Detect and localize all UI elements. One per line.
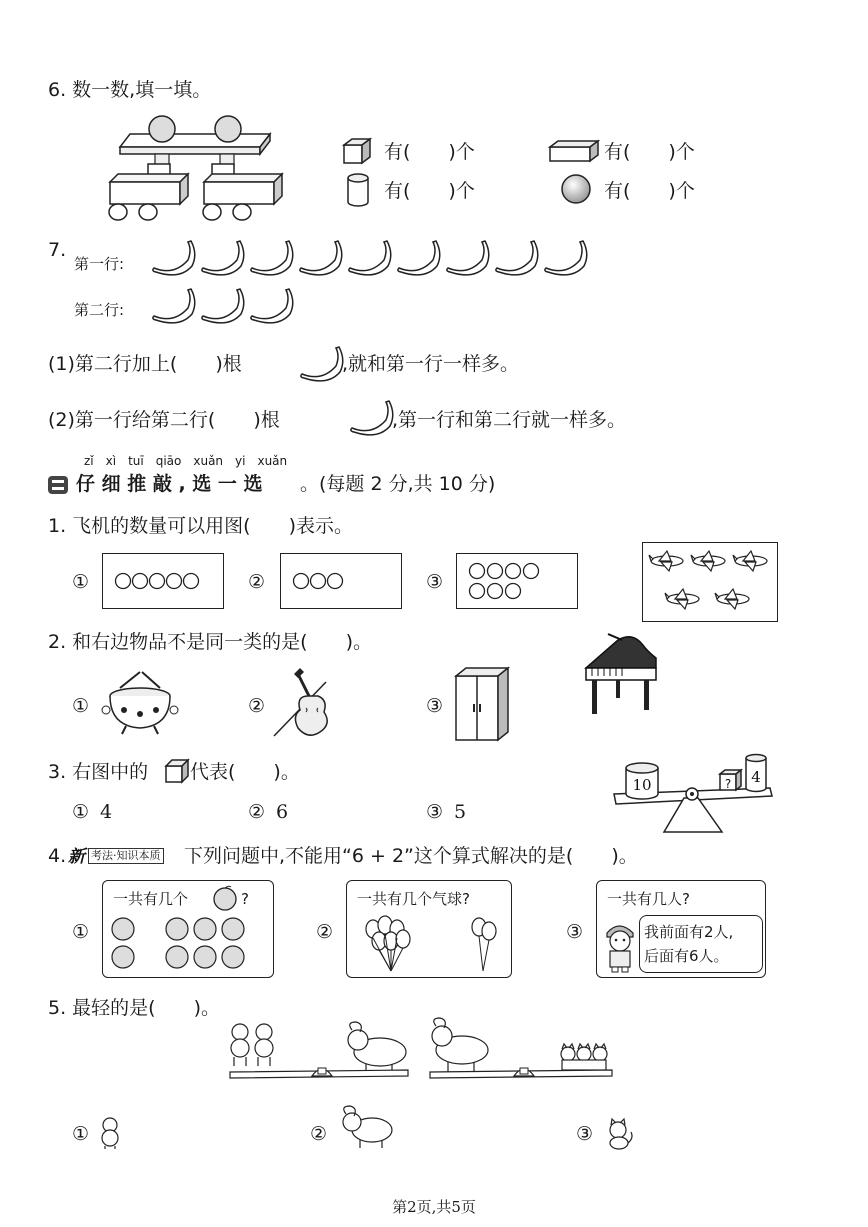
q6-title: 6. 数一数,填一填。 [48,79,212,101]
cuboid-icon [548,139,600,163]
s4-option-2-box [346,880,512,978]
q7-sub1-b: ,就和第一行一样多。 [342,353,520,375]
monkey-icon [98,1116,122,1150]
s4-option-3-box [596,880,766,978]
page-footer: 第2页,共5页 [392,1198,476,1216]
speech-line-1: 我前面有2人, [644,923,734,941]
s3-title-b: 代表( )。 [190,761,300,783]
child-icon [601,919,639,973]
sheep-icon [338,1104,396,1150]
speech-line-2: 后面有6人。 [644,947,729,965]
s4-number: 4. [48,845,67,867]
q7-row1-label: 第一行: [74,255,125,273]
banana-icon [444,238,490,278]
q7-sub1-a: (1)第二行加上( )根 [48,353,242,375]
s3-option-2-mark: ② [248,801,266,823]
s5-title: 5. 最轻的是( )。 [48,997,220,1019]
airplane-icons [643,543,777,621]
banana-icon [297,238,343,278]
seesaw-left-figure [228,1018,414,1092]
q7-number: 7. [48,239,67,261]
cylinder-count-label: 有( )个 [384,180,475,202]
scale-label-small-cylinder: 4 [751,768,761,786]
cube-icon [342,137,372,165]
cube-count-label: 有( )个 [384,141,475,163]
s4-box3-text: 一共有几人? [607,890,690,908]
section-number-icon [48,476,68,494]
q7-row2-label: 第二行: [74,301,125,319]
s4-box1-question: ? [241,890,249,908]
banana-icon [346,238,392,278]
s1-option-2-box [280,553,402,609]
scale-label-cylinder: 10 [632,776,652,794]
banana-icon [298,344,344,384]
banana-icon [542,238,588,278]
s1-option-3-mark: ③ [426,571,444,593]
circles-3 [291,572,361,590]
s3-option-3-value: 5 [454,801,467,823]
scale-label-cube: ? [724,777,732,791]
banana-icon [493,238,539,278]
piano-icon [582,632,662,716]
q7-row1-bananas [150,236,590,280]
balloons-group [361,917,501,973]
banana-icon [248,238,294,278]
s5-option-2-mark: ② [310,1123,328,1145]
orange-icon [211,885,239,911]
q7-row2-bananas [150,284,350,328]
s4-option-1-mark: ① [72,921,90,943]
banana-icon [248,286,294,326]
s2-title: 2. 和右边物品不是同一类的是( )。 [48,631,372,653]
banana-icon [348,398,394,438]
circles-5 [113,572,213,590]
s1-option-2-mark: ② [248,571,266,593]
section2-note: 。(每题 2 分,共 10 分) [300,473,496,495]
s4-box2-text: 一共有几个气球? [357,890,470,908]
speech-bubble [639,915,763,973]
banana-icon [150,238,196,278]
balance-scale-figure [612,748,782,834]
circles-7 [467,562,557,602]
oranges-group [109,915,269,973]
s2-option-1-mark: ① [72,695,90,717]
sphere-count-label: 有( )个 [604,180,695,202]
q7-sub2-b: ,第一行和第二行就一样多。 [392,409,627,431]
s1-title: 1. 飞机的数量可以用图( )表示。 [48,515,353,537]
banana-icon [199,238,245,278]
airplanes-picture [642,542,778,622]
s4-option-3-mark: ③ [566,921,584,943]
new-mark: 新 [68,847,85,867]
s1-option-1-box [102,553,224,609]
q7-sub2-a: (2)第一行给第二行( )根 [48,409,280,431]
s2-option-3-mark: ③ [426,695,444,717]
s4-option-1-box [102,880,274,978]
section2-title: 仔 细 推 敲 , 选 一 选 [76,473,263,495]
s2-option-2-mark: ② [248,695,266,717]
s4-option-2-mark: ② [316,921,334,943]
banana-icon [150,286,196,326]
toy-vehicle-figure [100,112,280,224]
violin-icon [272,666,338,742]
banana-icon [395,238,441,278]
s3-option-2-value: 6 [276,801,289,823]
s5-option-1-mark: ① [72,1123,90,1145]
cylinder-icon [346,173,370,207]
section2-pinyin: zǐ xì tuī qiāo xuǎn yi xuǎn [84,454,288,468]
banana-icon [199,286,245,326]
knowledge-badge: 考法·知识本质 [88,848,164,864]
s3-title-a: 3. 右图中的 [48,761,149,783]
sphere-icon [560,173,592,205]
cube-icon [164,758,190,784]
cuboid-count-label: 有( )个 [604,141,695,163]
wardrobe-icon [454,666,510,742]
cat-icon [604,1118,634,1150]
s1-option-1-mark: ① [72,571,90,593]
s5-option-3-mark: ③ [576,1123,594,1145]
s3-option-3-mark: ③ [426,801,444,823]
drum-icon [100,670,180,738]
s3-option-1-mark: ① [72,801,90,823]
s4-box1-text: 一共有几个 [113,890,189,908]
s4-title: 下列问题中,不能用“6 + 2”这个算式解决的是( )。 [184,845,638,867]
s3-option-1-value: 4 [100,801,113,823]
seesaw-right-figure [428,1018,618,1092]
s1-option-3-box [456,553,578,609]
